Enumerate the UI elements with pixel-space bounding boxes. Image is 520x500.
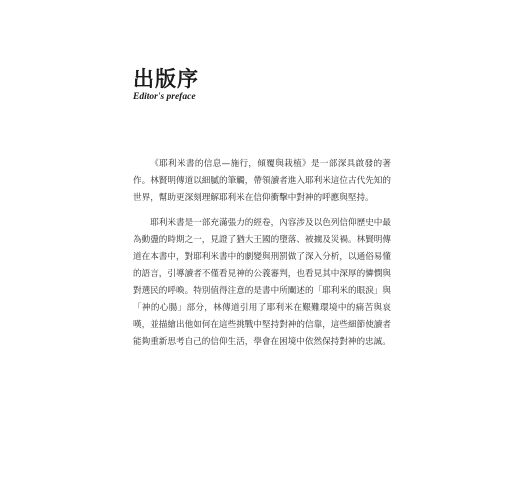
page-title: 出版序 [133, 66, 199, 91]
preface-body [133, 156, 391, 351]
paragraph-1: 《耶利米書的信息—施行，傾覆與栽植》是一部深具啟發的著作。林賢明傳道以細膩的筆觸，帶領讀者進入耶利米這位古代先知的世界，幫助更深刻理解耶利米在信仰衝擊中對神的呼應與堅持。 [133, 159, 391, 203]
paragraph-2: 耶利米書是一部充滿張力的經卷，內容涉及以色列信仰歷史中最為動盪的時期之一，見證了猶大王國的墮落、被擄及災禍。林賢明傳道在本書中，對耶利米書中的劇變與刑罰做了深入分析，以通俗易懂的語言，引導讀者不僅看見神的公義審判，也看見其中深厚的憐憫與對選民的呼喚。特別值得注意的是書中所闡述的「耶利米的眼淚」與「神的心腸」部分，林傳道引用了耶利米在艱難環境中的痛苦與哀嘆，並描繪出他如何在這些挑戰中堅持對神的信靠，這些細節使讀者能夠重新思考自己的信仰生活，學會在困境中依然保持對神的忠誠。 [133, 218, 391, 347]
page-subtitle: Editor's preface [133, 92, 196, 102]
